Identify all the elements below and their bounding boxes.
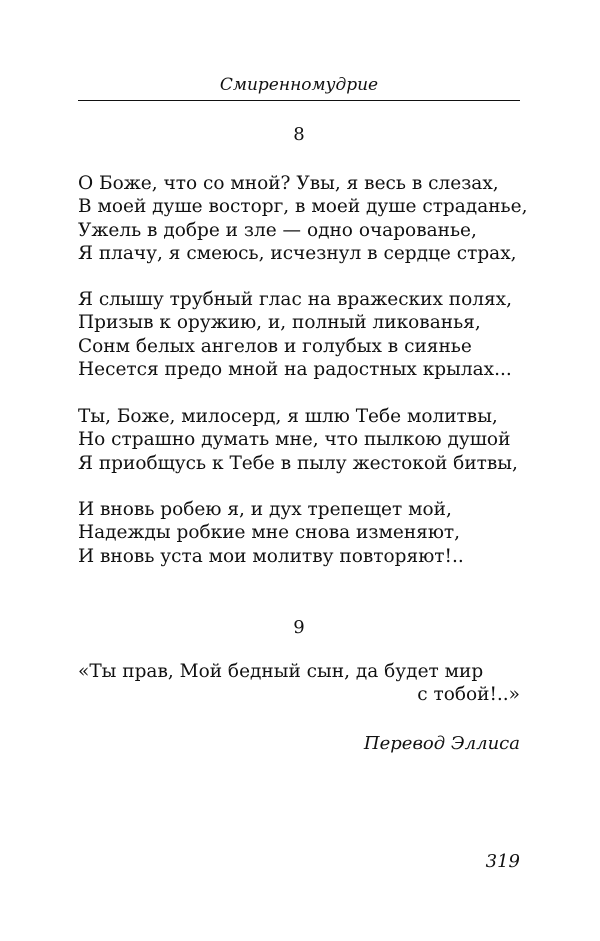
translator-credit: Перевод Эллиса: [363, 733, 520, 754]
verse-line: «Ты прав, Мой бедный сын, да будет мир: [78, 661, 484, 682]
verse-line: Я слышу трубный глас на вражеских полях,: [78, 289, 512, 310]
verse-line: Призыв к оружию, и, полный ликованья,: [78, 312, 481, 334]
verse-line: Но страшно думать мне, что пылкою душой: [78, 429, 511, 451]
verse-line: Несется предо мной на радостных крылах...: [78, 358, 512, 380]
verse-line: Я плачу, я смеюсь, исчезнул в сердце страх,: [78, 242, 517, 264]
verse-line: Я приобщусь к Тебе в пылу жестокой битвы,: [78, 452, 518, 474]
page-number: 319: [485, 851, 520, 872]
stanza-3: [78, 405, 538, 475]
verse-line: Сонм белых ангелов и голубых в сиянье: [78, 335, 472, 357]
verse-line: В моей душе восторг, в моей душе страданье,: [78, 196, 528, 218]
verse-line: О Боже, что со мной? Увы, я весь в слезах,: [78, 173, 499, 194]
stanza-1: [78, 172, 538, 265]
poem-number-9: 9: [293, 617, 305, 638]
verse-line: И вновь робею я, и дух трепещет мой,: [78, 499, 452, 520]
verse-line: Ты, Боже, милосерд, я шлю Тебе молитвы,: [78, 406, 498, 427]
stanza-4: [78, 498, 538, 568]
verse-line: Надежды робкие мне снова изменяют,: [78, 522, 461, 544]
stanza-2: [78, 288, 538, 381]
poem-9-text: [78, 660, 520, 707]
verse-line: И вновь уста мои молитву повторяют!..: [78, 545, 464, 567]
running-head: Смиренномудрие: [219, 75, 379, 95]
poem-number-8: 8: [293, 124, 305, 145]
header-rule: [78, 100, 520, 101]
verse-line: Ужель в добре и зле — одно очарованье,: [78, 219, 477, 241]
verse-line-continuation: с тобой!..»: [417, 684, 520, 706]
